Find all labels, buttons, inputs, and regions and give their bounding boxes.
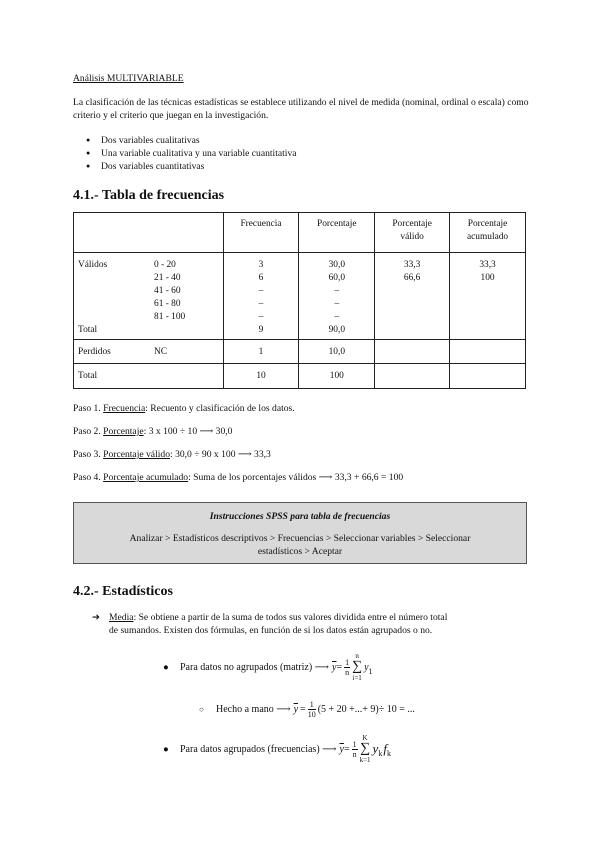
perdidos-label: Perdidos [78, 347, 111, 357]
formula-by-hand: Hecho a mano ⟶ $\overline{y}$ = $\frac{1}{10}$ (5 + 20 +...+ 9)÷ 10 = ... [216, 699, 415, 719]
section-title-frequency-table: 4.1.- Tabla de frecuencias [73, 188, 225, 203]
y-bar: $\overline{y}$ [332, 661, 337, 673]
table-cell: 1 [223, 340, 299, 364]
table-row [74, 340, 224, 364]
step-4: Paso 4. Porcentaje acumulado: Suma de los porcentajes válidos ⟶ 33,3 + 66,6 = 100 [73, 472, 404, 483]
table-header: Frecuencia [223, 213, 299, 253]
range-label: 21 - 40 [154, 273, 181, 283]
intro-paragraph: La clasificación de las técnicas estadísticas se establece utilizando el nivel de medida (nominal, ordinal o escala) como criterio y el criterio que juegan en la investigación. [73, 97, 529, 121]
section-title-statistics: 4.2.- Estadísticos [73, 584, 173, 599]
table-header-empty [74, 213, 224, 253]
bullet-list [73, 134, 523, 173]
table-header: Porcentaje [299, 213, 375, 253]
spss-instructions-box [73, 502, 527, 564]
step-2: Paso 2. Porcentaje: 3 x 100 ÷ 10 ⟶ 30,0 [73, 426, 233, 437]
spss-line-1: Analizar > Estadísticos descriptivos > Frecuencias > Seleccionar variables > Seleccionar [129, 533, 471, 544]
range-label: 0 - 20 [154, 260, 176, 270]
list-item: ● Dos variables cuantitativas [73, 160, 523, 173]
spss-line-2: estadísticos > Aceptar [257, 546, 343, 557]
media-description: Media: Se obtiene a partir de la suma de todos sus valores dividida entre el número total de sumandos. Existen dos fórmulas, en función de si los datos están agrupados o no. [109, 612, 448, 636]
table-cell: 33,3 66,6 [375, 253, 450, 340]
total-label: Total [78, 325, 98, 335]
step-1: Paso 1. Frecuencia: Recuento y clasificación de los datos. [73, 403, 295, 414]
list-item: ● Una variable cualitativa y una variable cuantitativa [73, 147, 523, 160]
table-cell: 33,3 100 [450, 253, 526, 340]
perdidos-code: NC [154, 347, 168, 357]
grand-total-label: Total [78, 371, 98, 381]
validos-label: Válidos [78, 260, 108, 270]
range-label: 81 - 100 [154, 312, 186, 322]
table-cell [375, 340, 450, 364]
table-row [74, 253, 224, 340]
list-item: ● Dos variables cualitativas [73, 134, 523, 147]
step-3: Paso 3. Porcentaje válido: 30,0 ÷ 90 x 100 ⟶ 33,3 [73, 449, 271, 460]
circle-bullet-icon: ○ [199, 705, 204, 714]
table-row [74, 364, 224, 389]
table-cell [450, 340, 526, 364]
frequency-table [73, 212, 526, 389]
media-arrow-icon: ➔ [92, 612, 101, 623]
formula-ungrouped: Para datos no agrupados (matriz) ⟶ $\overline{y}$ = $\frac{1}{n}$ n ∑ i=1 y 1 [180, 652, 373, 682]
bullet-icon: ● [163, 744, 169, 755]
document-title: Análisis MULTIVARIABLE [73, 73, 184, 84]
table-cell: 3 6 – – – 9 [223, 253, 299, 340]
table-cell [375, 364, 450, 389]
table-cell: 100 [299, 364, 375, 389]
table-cell: 10 [223, 364, 299, 389]
formula-grouped: Para datos agrupados (frecuencias) ⟶ $\overline{y}$ = $\frac{1}{n}$ K ∑ k=1 y k f k [180, 734, 391, 764]
range-label: 41 - 60 [154, 286, 181, 296]
table-cell [450, 364, 526, 389]
bullet-icon: ● [163, 662, 169, 673]
range-label: 61 - 80 [154, 299, 181, 309]
table-cell: 30,0 60,0 – – – 90,0 [299, 253, 375, 340]
spss-title: Instrucciones SPSS para tabla de frecuencias [209, 511, 391, 522]
table-cell: 10,0 [299, 340, 375, 364]
table-header: Porcentaje acumulado [450, 213, 526, 253]
table-header: Porcentaje válido [375, 213, 450, 253]
